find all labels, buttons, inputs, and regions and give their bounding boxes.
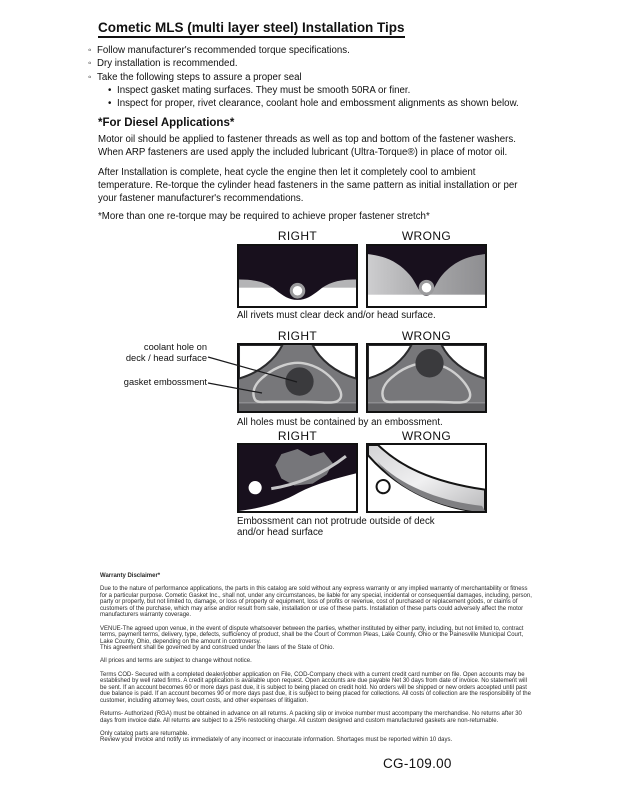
rivet-wrong-illustration (368, 246, 485, 306)
protrusion-wrong-diagram (366, 443, 487, 513)
protrusion-wrong-illustration (368, 445, 485, 511)
tip-text: Dry installation is recommended. (97, 58, 238, 70)
coolant-hole-label (110, 342, 207, 363)
disclaimer-paragraph: Terms COD- Secured with a completed dealer/jobber application on File, COD-Company check with a current credit card number on file. Open accounts may be established by well rated firms. A credit application is available upon request. Open accounts are due payable Net 30 days from date of invoice. No statement will be sent. If an account becomes 60 or more days past due, it is subject to being placed on credit hold. No orders will be shipped or new orders accepted until past due balance is paid. If an account becomes 90 or more days past due, it is subject to being placed for collections. All costs of collection are the responsibility of the customer, including attorney fees, court costs, and other expenses of litigation. (100, 671, 531, 704)
disclaimer-paragraph: Returns- Authorized (RGA) must be obtained in advance on all returns. A packing slip or invoice number must accompany the merchandise. No returns after 30 days from invoice date. All returns are subject to a 25% restocking charge. All custom designed and custom manufactured gaskets are non-returnable. (100, 711, 522, 724)
list-item (88, 44, 588, 57)
disclaimer-paragraph: This agreement shall be governed by and construed under the laws of the State of Ohio. (100, 645, 335, 652)
open-bullet-icon: ◦ (88, 71, 92, 83)
pair2-wrong-label: WRONG (401, 329, 452, 343)
diesel-paragraph-2: After Installation is complete, heat cycle the engine then let it completely cool to ambient temperature. Re-torque the cylinder head fasteners in the same pattern as initial installation or per your fastener manufacturer's recommendations. (98, 167, 518, 204)
list-item (88, 71, 588, 84)
list-item (88, 57, 588, 70)
disclaimer-paragraph: Review your invoice and notify us immediately of any incorrect or inaccurate information. Shortages must be reported within 10 days. (100, 737, 453, 744)
pair1-caption: All rivets must clear deck and/or head surface. (237, 310, 436, 321)
diesel-paragraph-1: Motor oil should be applied to fastener threads as well as top and bottom of the fastener washers. When ARP fasteners are used apply the included lubricant (Ultra-Torque®) in place of motor oil. (98, 134, 516, 158)
installation-tips-list (88, 44, 588, 110)
rivet-right-illustration (239, 246, 356, 306)
list-item (88, 84, 588, 97)
page-title: Cometic MLS (multi layer steel) Installation Tips (98, 20, 405, 38)
disclaimer-paragraph: Due to the nature of performance applications, the parts in this catalog are sold without any express warranty or any implied warranty of merchantability or fitness for a particular purpose. Cometic Gasket Inc., shall not, under any circumstances, be liable for any special, incidental or consequential damages, including, person, party or property, but not limited to, damage, or loss of property or equipment, loss of profits or revenue, cost of purchased or replacement goods, or claims of customers of the purchase, which may arise and/or result from sale, installation or use of these parts. Installation of these parts could adversely affect the motor manufacturers warranty coverage. (100, 586, 532, 619)
embossment-right-illustration (239, 345, 356, 411)
pair2-right-label: RIGHT (277, 329, 318, 343)
disclaimer-paragraph: Only catalog parts are returnable. (100, 730, 190, 737)
coolant-hole-label-line2: deck / head surface (125, 352, 207, 363)
pair1-wrong-label: WRONG (401, 229, 452, 243)
open-bullet-icon: ◦ (88, 58, 92, 70)
pair1-right-label: RIGHT (277, 229, 318, 243)
coolant-hole-label-line1: coolant hole on (143, 342, 207, 352)
pair3-caption-line1: Embossment can not protrude outside of deck (237, 516, 435, 527)
tip-text: Inspect for proper, rivet clearance, coolant hole and embossment alignments as shown below. (117, 98, 519, 110)
embossment-wrong-illustration (368, 345, 485, 411)
tip-text: Inspect gasket mating surfaces. They must be smooth 50RA or finer. (117, 84, 411, 96)
rivet-wrong-diagram (366, 244, 487, 308)
warranty-disclaimer (100, 573, 533, 744)
pair3-wrong-label: WRONG (401, 429, 452, 443)
protrusion-right-illustration (239, 445, 356, 511)
tip-text: Take the following steps to assure a proper seal (97, 71, 302, 83)
protrusion-right-diagram (237, 443, 358, 513)
pair3-right-label: RIGHT (277, 429, 318, 443)
open-bullet-icon: ◦ (88, 45, 92, 56)
filled-bullet-icon: • (108, 98, 112, 110)
pair2-caption: All holes must be contained by an embossment. (237, 417, 443, 428)
rivet-right-diagram (237, 244, 358, 308)
retorque-note: *More than one re-torque may be required to achieve proper fastener stretch* (98, 211, 430, 222)
disclaimer-heading: Warranty Disclaimer* (100, 573, 161, 579)
embossment-right-diagram (237, 343, 358, 413)
disclaimer-paragraph: VENUE-The agreed upon venue, in the event of dispute whatsoever between the parties, whether instituted by either party, including, but not limited to, contract terms, payment terms, delivery, type, defects, sufficiency of product, shall be the Court of Common Pleas, Lake County, Ohio or the Painesville Municipal Court, Lake County, Ohio, depending on the amount in controversy. (100, 625, 524, 645)
embossment-wrong-diagram (366, 343, 487, 413)
page-code: CG-109.00 (383, 756, 452, 771)
filled-bullet-icon: • (108, 84, 112, 96)
gasket-embossment-label: gasket embossment (123, 377, 207, 387)
disclaimer-paragraph: All prices and terms are subject to change without notice. (100, 658, 252, 665)
tip-text: Follow manufacturer's recommended torque specifications. (97, 45, 350, 56)
list-item (88, 97, 588, 110)
pair3-caption-line2: and/or head surface (237, 527, 324, 538)
diesel-heading: *For Diesel Applications* (98, 117, 235, 129)
